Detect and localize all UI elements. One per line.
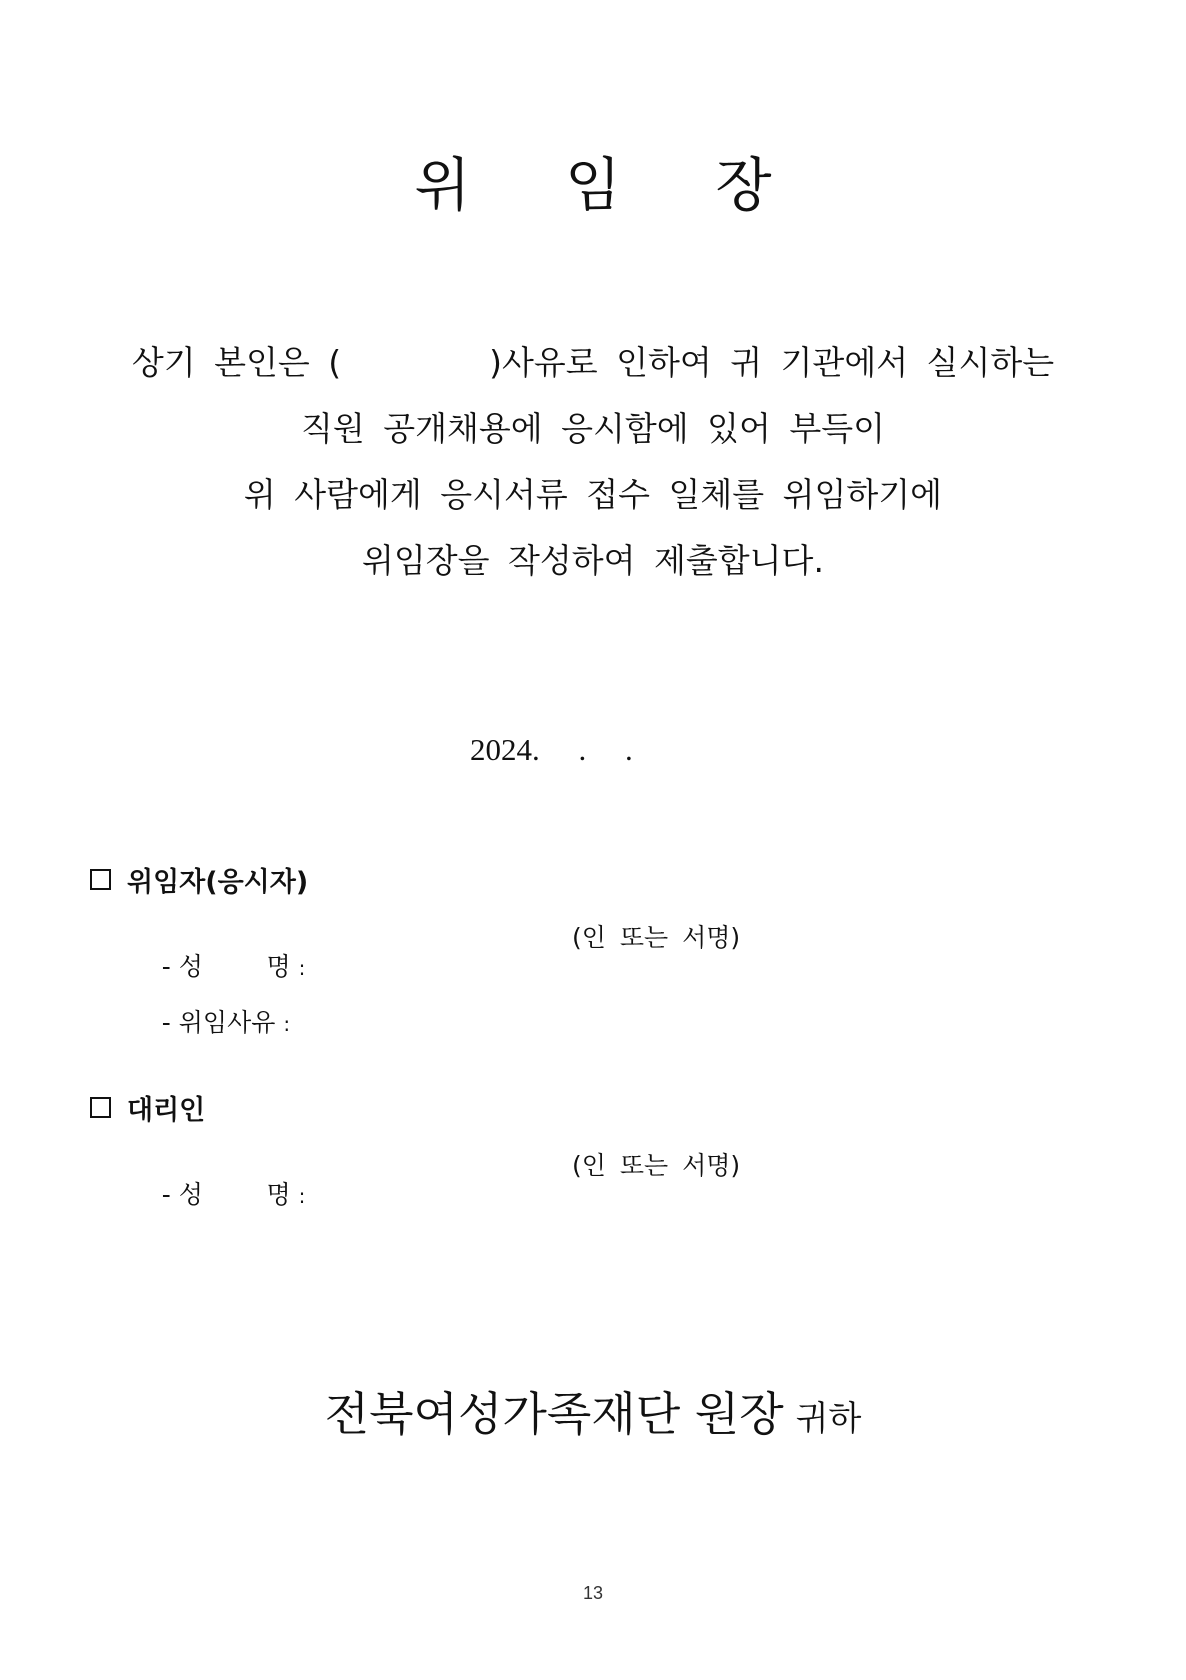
delegator-reason-label: - 위임사유 bbox=[161, 1008, 276, 1037]
proxy-sign-note: (인 또는 서명) bbox=[572, 1151, 741, 1180]
delegator-name-label: - 성 명 bbox=[161, 952, 291, 981]
proxy-name-colon: : bbox=[298, 1184, 306, 1208]
delegator-reason-row bbox=[130, 974, 290, 1068]
recipient-line bbox=[0, 1378, 1186, 1444]
page-number: 13 bbox=[582, 1583, 604, 1603]
checkbox-icon bbox=[90, 869, 111, 890]
proxy-header-label: 대리인 bbox=[127, 1095, 206, 1126]
proxy-name-label: - 성 명 bbox=[161, 1180, 291, 1209]
title-char: 임 bbox=[564, 151, 622, 219]
document-title bbox=[0, 138, 1186, 222]
recipient-suffix: 귀하 bbox=[795, 1399, 862, 1439]
proxy-section-header bbox=[90, 1088, 205, 1127]
statement-line: 직원 공개채용에 응시함에 있어 부득이 bbox=[300, 409, 885, 448]
delegator-header-label: 위임자(응시자) bbox=[127, 867, 309, 898]
title-char: 위 bbox=[414, 151, 471, 219]
proxy-name-row bbox=[130, 1146, 305, 1240]
delegator-name-colon: : bbox=[298, 956, 306, 980]
delegator-section-header bbox=[90, 860, 308, 899]
delegation-statement bbox=[0, 330, 1186, 594]
statement-line: 상기 본인은 ( )사유로 인하여 귀 기관에서 실시하는 bbox=[131, 343, 1055, 382]
checkbox-icon bbox=[90, 1097, 111, 1118]
title-char: 장 bbox=[715, 151, 772, 219]
document-date: 2024. . . bbox=[470, 732, 633, 767]
statement-line: 위 사람에게 응시서류 접수 일체를 위임하기에 bbox=[243, 475, 943, 514]
delegator-reason-colon: : bbox=[283, 1012, 291, 1036]
delegator-sign-note: (인 또는 서명) bbox=[572, 923, 741, 952]
statement-line: 위임장을 작성하여 제출합니다. bbox=[362, 541, 824, 580]
recipient-name: 전북여성가족재단 원장 bbox=[324, 1387, 784, 1441]
